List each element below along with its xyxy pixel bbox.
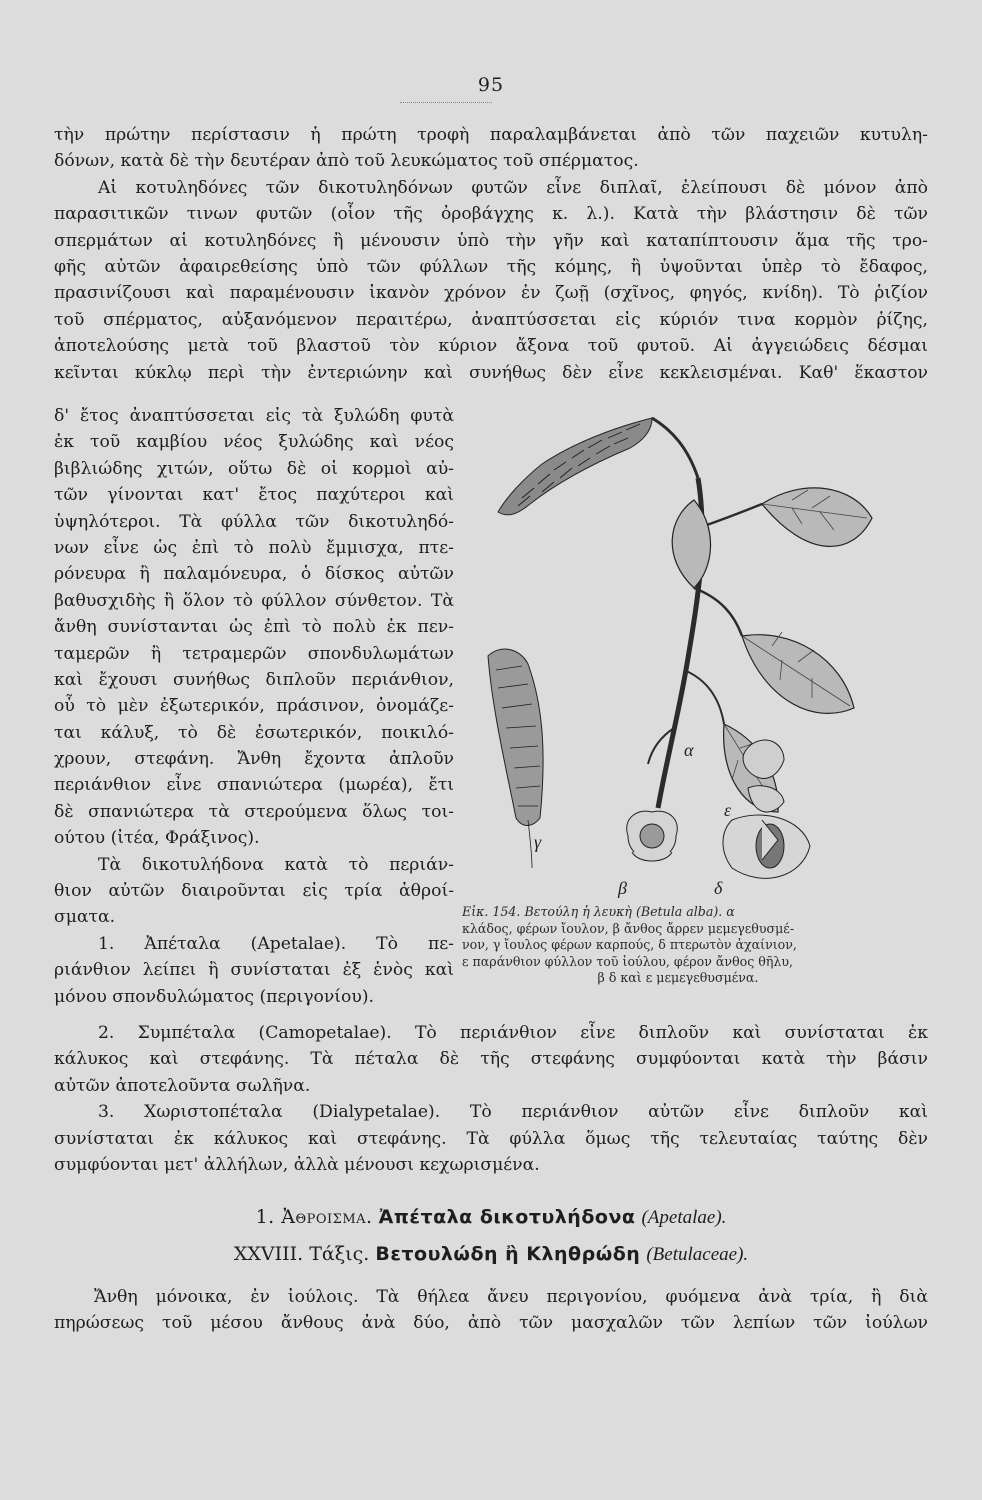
figure-label-beta: β (618, 878, 627, 898)
sections-text (54, 1020, 928, 1178)
catkin-long (498, 418, 652, 515)
text-line: συνίσταται ἐκ κάλυκος καὶ στεφάνης. Τὰ φύλλα ὅμως τῆς τελευταίας ταύτης δὲν (54, 1128, 928, 1149)
figure-caption (462, 904, 894, 987)
text-line: πηρώσεως τοῦ μέσου ἄνθους ἀνὰ δύο, ἀπὸ τῶν μασχαλῶν τῶν λεπίων τῶν ἰούλων (54, 1313, 928, 1334)
text-line: κεῖνται κύκλῳ περὶ τὴν ἐντεριώνην καὶ συνήθως δὲν εἶνε κεκλεισμέναι. Καθ' ἕκαστον (54, 362, 928, 383)
figure-label-delta: δ (714, 878, 723, 898)
text-line: συμφύονται μετ' ἀλλήλων, ἀλλὰ μένουσι κεχωρισμένα. (54, 1154, 540, 1175)
text-line: Αἱ κοτυληδόνες τῶν δικοτυληδόνων φυτῶν εἶνε διπλαῖ, ἐλείπουσι δὲ μόνον ἀπὸ (98, 177, 928, 198)
winged-achene-detail (723, 815, 810, 878)
heading-order (0, 1243, 982, 1266)
text-line: Τὰ δικοτυλήδονα κατὰ τὸ περιάν- (98, 854, 454, 875)
body-text (54, 122, 928, 386)
text-line: φῆς αὐτῶν ἀφαιρεθείσης ὑπὸ τῶν φύλλων τῆς κόμης, ἢ ὑψοῦνται ὑπὲρ τὸ ἔδαφος, (54, 256, 928, 277)
text-line: πρασινίζουσι καὶ παραμένουσιν ἱκανὸν χρόνον ἐν ζωῇ (σχῖνος, φηγός, κνίδη). Τὸ ῥιζίον (54, 283, 928, 304)
text-line: ται κάλυξ, τὸ δὲ ἐσωτερικόν, ποικιλό- (54, 722, 454, 743)
text-line: 3. Χωριστοπέταλα (Dialypetalae). Τὸ περιάνθιον αὐτῶν εἶνε διπλοῦν καὶ (98, 1102, 928, 1123)
figure-label-epsilon: ε (724, 800, 732, 820)
caption-line: Εἰκ. 154. Βετούλη ἡ λευκὴ (Betula alba). α (462, 904, 735, 919)
page-number: 95 (477, 74, 505, 96)
text-line: χρουν, στεφάνη. Ἄνθη ἔχοντα ἁπλοῦν (54, 749, 454, 770)
catkin-fruiting (488, 649, 543, 825)
text-line: τοῦ σπέρματος, αὐξανόμενον περαιτέρω, ἀναπτύσσεται εἰς κύριόν τινα κορμὸν ῥίζης, (54, 309, 928, 330)
text-line: θιον αὐτῶν διαιροῦνται εἰς τρία ἀθροί- (54, 881, 454, 902)
text-line: καὶ ἔχουσι συνήθως διπλοῦν περιάνθιον, (54, 669, 454, 690)
heading-prefix: 1. Ἀθροισμα. (255, 1206, 373, 1228)
text-line: τῶν γίνονται κατ' ἔτος παχύτεροι καὶ (54, 485, 454, 506)
caption-line: κλάδος, φέρων ἴουλον, β ἄνθος ἄρρεν μεμεγεθυσμέ- (462, 920, 795, 936)
figure-label-gamma: γ (534, 832, 542, 852)
text-line: βιβλιώδης χιτών, οὕτω δὲ οἱ κορμοὶ αὐ- (54, 458, 454, 479)
caption-line: ε παράνθιον φύλλον τοῦ ἰούλου, φέρον ἄνθος θῆλυ, (462, 953, 794, 969)
heading-prefix: XXVIII. Τάξις. (233, 1243, 370, 1265)
heading-latin: (Apetalae). (641, 1207, 727, 1228)
text-line: μόνου σπονδυλώματος (περιγονίου). (54, 986, 374, 1007)
betula-illustration (462, 408, 894, 900)
text-line: ριάνθιον λείπει ἢ συνίσταται ἐξ ἑνὸς καὶ (54, 960, 454, 981)
figure-label-alpha: α (684, 740, 694, 760)
heading-group (0, 1206, 982, 1229)
text-line: ταμερῶν ἢ τετραμερῶν σπονδυλωμάτων (54, 643, 454, 664)
text-line: ούτου (ἰτέα, Φράξινος). (54, 828, 260, 849)
text-line: ὑψηλότεροι. Τὰ φύλλα τῶν δικοτυληδό- (54, 511, 454, 532)
text-line: 2. Συμπέταλα (Camopetalae). Τὸ περιάνθιον εἶνε διπλοῦν καὶ συνίσταται ἐκ (98, 1023, 928, 1043)
text-line: Ἄνθη μόνοικα, ἐν ἰούλοις. Τὰ θήλεα ἄνευ περιγονίου, φυόμενα ἀνὰ τρία, ἢ διὰ (94, 1287, 928, 1307)
heading-title: Ἀπέταλα δικοτυλήδονα (378, 1206, 636, 1228)
text-line: αὐτῶν ἀποτελοῦντα σωλῆνα. (54, 1075, 311, 1096)
header-rule (400, 102, 492, 103)
text-line: δόνων, κατὰ δὲ τὴν δευτέραν ἀπὸ τοῦ λευκώματος τοῦ σπέρματος. (54, 151, 639, 172)
text-line: δὲ σπανιώτερα τὰ στερούμενα ὅλως τοι- (54, 801, 454, 822)
text-line: ἄνθη συνίστανται ὡς ἐπὶ τὸ πολὺ ἐκ πεν- (54, 617, 454, 638)
text-line: σπερμάτων αἱ κοτυληδόνες ἢ μένουσιν ὑπὸ τὴν γῆν καὶ καταπίπτουσιν ἅμα τῆς τρο- (54, 230, 928, 251)
text-line: ἀποτελούσης μετὰ τοῦ βλαστοῦ τὸν κύριον ἄξονα τοῦ φυτοῦ. Αἱ ἀγγειώδεις δέσμαι (54, 336, 928, 357)
text-line: ρόνευρα ἢ παλαμόνευρα, ὁ δίσκος αὐτῶν (54, 564, 454, 585)
text-line: δ' ἔτος ἀναπτύσσεται εἰς τὰ ξυλώδη φυτὰ (54, 406, 454, 426)
text-line: βαθυσχιδὴς ἢ ὅλον τὸ φύλλον σύνθετον. Τὰ (54, 590, 454, 611)
text-line: κάλυκος καὶ στεφάνης. Τὰ πέταλα δὲ τῆς στεφάνης συμφύονται κατὰ τὴν βάσιν (54, 1049, 928, 1070)
text-line: παρασιτικῶν τινων φυτῶν (οἷον τῆς ὀροβάγχης κ. λ.). Κατὰ τὴν βλάστησιν δὲ τῶν (54, 204, 928, 225)
text-line: περιάνθιον εἶνε σπανιώτερα (μωρέα), ἔτι (54, 775, 454, 796)
heading-latin: (Betulaceae). (646, 1244, 749, 1265)
text-line: νων εἶνε ὡς ἐπὶ τὸ πολὺ ἔμμισχα, πτε- (54, 537, 454, 558)
text-line: οὗ τὸ μὲν ἐξωτερικόν, πράσινον, ὀνομάζε- (54, 696, 454, 717)
text-line: 1. Ἀπέταλα (Apetalae). Τὸ πε- (98, 933, 454, 954)
bottom-text (54, 1284, 928, 1337)
flower-detail (627, 811, 678, 861)
caption-line: β δ καὶ ε μεμεγεθυσμένα. (597, 970, 759, 985)
text-line: ἐκ τοῦ καμβίου νέος ξυλώδης καὶ νέος (54, 432, 454, 453)
text-line: σματα. (54, 907, 116, 928)
heading-title: Βετουλώδη ἢ Κληθρώδη (375, 1243, 641, 1265)
text-line: τὴν πρώτην περίστασιν ἡ πρώτη τροφὴ παραλαμβάνεται ἀπὸ τῶν παχειῶν κυτυλη- (54, 125, 928, 145)
caption-line: νον, γ ἴουλος φέρων καρπούς, δ πτερωτὸν ἀχαίνιον, (462, 937, 797, 952)
